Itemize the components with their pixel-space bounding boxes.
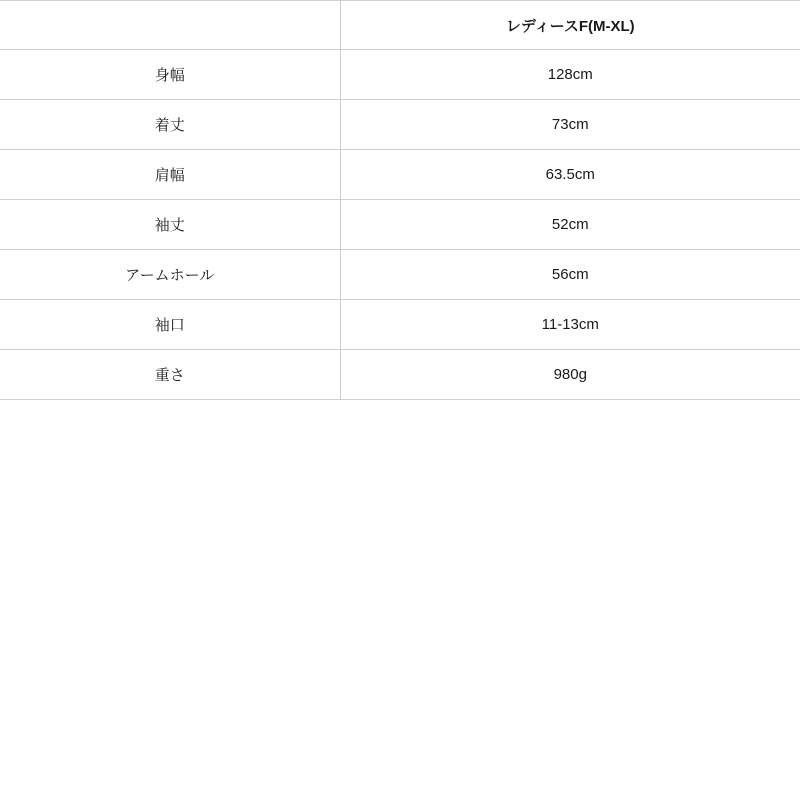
table-header <box>0 1 800 50</box>
table-row-label: 着丈 <box>0 100 340 150</box>
table-row-value: 56cm <box>340 250 800 300</box>
table-row-value: 52cm <box>340 200 800 250</box>
table-row <box>0 250 800 300</box>
table-row-label: アームホール <box>0 250 340 300</box>
table-header-size: レディースF(M-XL) <box>340 1 800 50</box>
table-row <box>0 200 800 250</box>
table-row-value: 63.5cm <box>340 150 800 200</box>
table-row <box>0 150 800 200</box>
table-row <box>0 100 800 150</box>
table-row <box>0 50 800 100</box>
table-row-label: 重さ <box>0 350 340 400</box>
table-row-label: 袖丈 <box>0 200 340 250</box>
table-row-value: 11-13cm <box>340 300 800 350</box>
table-body <box>0 50 800 400</box>
table-row-label: 袖口 <box>0 300 340 350</box>
table-row <box>0 300 800 350</box>
table-row-label: 身幅 <box>0 50 340 100</box>
table-row <box>0 350 800 400</box>
table-row-value: 128cm <box>340 50 800 100</box>
table-row-value: 73cm <box>340 100 800 150</box>
table-header-blank <box>0 1 340 50</box>
table-header-row <box>0 1 800 50</box>
table-row-label: 肩幅 <box>0 150 340 200</box>
table-row-value: 980g <box>340 350 800 400</box>
